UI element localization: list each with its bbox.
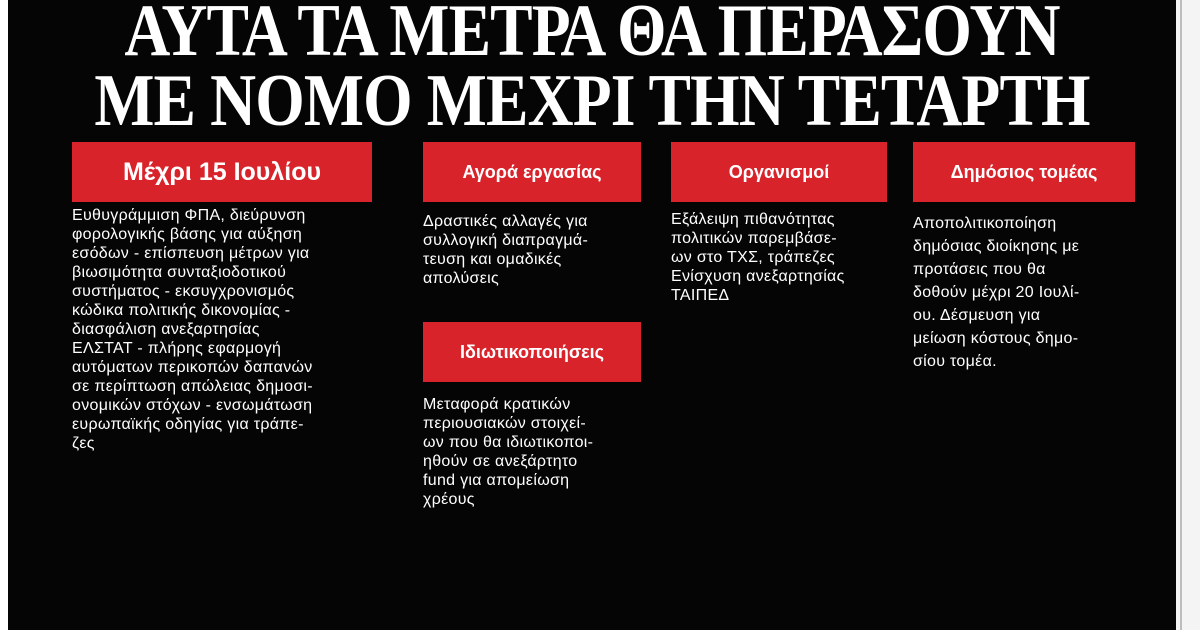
- section-label-organizations: Οργανισμοί: [671, 142, 887, 202]
- page-edge-strip: [1176, 0, 1200, 630]
- section-label-privatizations: Ιδιωτικοποιήσεις: [423, 322, 641, 382]
- section-text-privatizations: Μεταφορά κρατικών περιουσιακών στοιχεί- ων που θα ιδιωτικοποι- ηθούν σε ανεξάρτητο fund για απομείωση χρέους: [423, 396, 594, 508]
- headline-line-1: ΑΥΤΑ ΤΑ ΜΕΤΡΑ ΘΑ ΠΕΡΑΣΟΥΝ: [124, 0, 1060, 72]
- section-label-labor: Αγορά εργασίας: [423, 142, 641, 202]
- section-text-organizations: Εξάλειψη πιθανότητας πολιτικών παρεμβάσε- ων στο ΤΧΣ, τράπεζες Ενίσχυση ανεξαρτησίας ΤΑΙΠΕΔ: [671, 211, 845, 304]
- section-label-public: Δημόσιος τομέας: [913, 142, 1135, 202]
- headline-line-2: ΜΕ ΝΟΜΟ ΜΕΧΡΙ ΤΗΝ ΤΕΤΑΡΤΗ: [94, 60, 1090, 142]
- section-text-labor: Δραστικές αλλαγές για συλλογική διαπραγμά- τευση και ομαδικές απολύσεις: [423, 213, 589, 287]
- section-label-july15: Μέχρι 15 Ιουλίου: [72, 142, 372, 202]
- article-image-panel: [8, 0, 1176, 630]
- section-text-july15: Ευθυγράμμιση ΦΠΑ, διεύρυνση φορολογικής βάσης για αύξηση εσόδων - επίσπευση μέτρων για βιωσιμότητα συνταξιοδοτικού συστήματος - εκσυγχρονισμός κώδικα πολιτικής δικονομίας - διασφάλιση ανεξαρτησίας ΕΛΣΤΑΤ - πλήρης εφαρμογή αυτόματων περικοπών δαπανών σε περίπτωση απώλειας δημοσι- ονομικών στόχων - ενσωμάτωση ευρωπαϊκής οδηγίας για τράπε- ζες: [72, 207, 313, 452]
- page-edge-line: [1180, 0, 1182, 630]
- section-text-public: Αποπολιτικοποίηση δημόσιας διοίκησης με προτάσεις που θα δοθούν μέχρι 20 Ιουλί- ου. Δέσμευση για μείωση κόστους δημο- σίου τομέα.: [913, 215, 1080, 370]
